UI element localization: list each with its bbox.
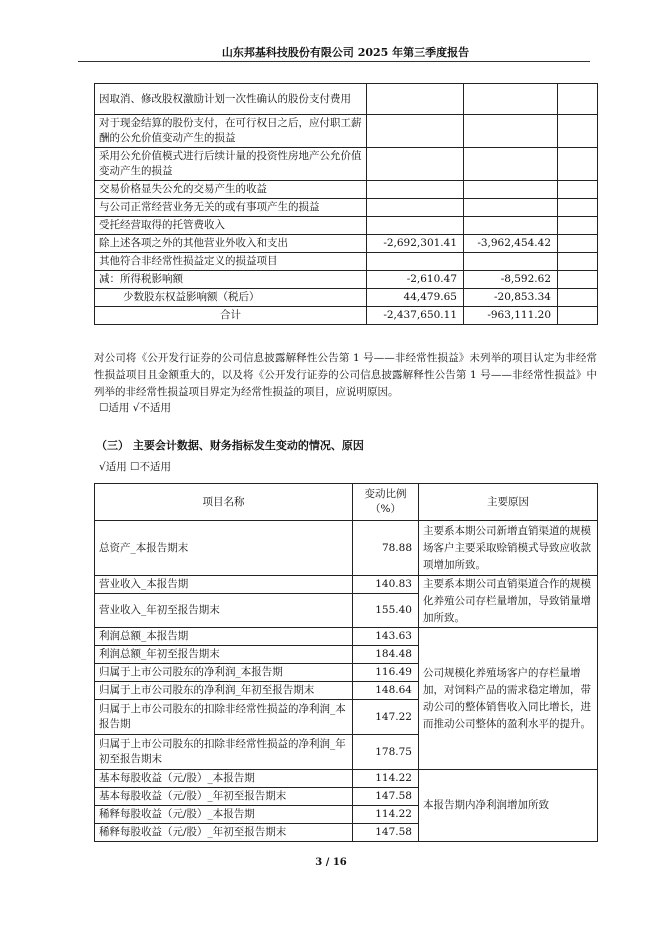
ratio-cell: 143.63 <box>353 628 419 646</box>
ytd-cell <box>464 253 558 271</box>
item-cell: 减：所得税影响额 <box>95 271 367 289</box>
item-cell: 归属于上市公司股东的扣除非经常性损益的净利润_本报告期 <box>95 700 353 735</box>
item-cell: 稀释每股收益（元/股）_本报告期 <box>95 806 353 824</box>
item-cell: 合计 <box>95 307 367 325</box>
item-cell: 除上述各项之外的其他营业外收入和支出 <box>95 235 367 253</box>
table-row <box>95 521 598 576</box>
item-cell: 其他符合非经常性损益定义的损益项目 <box>95 253 367 271</box>
note-cell <box>558 271 598 289</box>
note-cell <box>558 148 598 181</box>
header-item: 项目名称 <box>95 484 353 521</box>
ratio-cell: 147.58 <box>353 824 419 842</box>
item-cell: 受托经营取得的托管费收入 <box>95 217 367 235</box>
item-cell: 因取消、修改股权激励计划一次性确认的股份支付费用 <box>95 84 367 115</box>
item-cell: 归属于上市公司股东的净利润_本报告期 <box>95 664 353 682</box>
note-cell <box>558 235 598 253</box>
ytd-cell <box>464 115 558 148</box>
table-row <box>95 253 598 271</box>
item-cell: 交易价格显失公允的交易产生的收益 <box>95 181 367 199</box>
item-cell: 归属于上市公司股东的净利润_年初至报告期末 <box>95 682 353 700</box>
table-row <box>95 181 598 199</box>
table-row <box>95 271 598 289</box>
ratio-cell: 147.22 <box>353 700 419 735</box>
item-cell: 基本每股收益（元/股）_年初至报告期末 <box>95 788 353 806</box>
note-cell <box>558 181 598 199</box>
item-cell: 少数股东权益影响额（税后） <box>95 289 367 307</box>
ratio-cell: 147.58 <box>353 788 419 806</box>
item-cell: 利润总额_年初至报告期末 <box>95 646 353 664</box>
table-row <box>95 289 598 307</box>
table-row <box>95 148 598 181</box>
item-cell: 基本每股收益（元/股）_本报告期 <box>95 770 353 788</box>
page-number: 3 / 16 <box>315 857 347 868</box>
current-cell <box>367 253 464 271</box>
page-header-title: 山东邦基科技股份有限公司 2025 年第三季度报告 <box>221 46 470 59</box>
table-row <box>95 235 598 253</box>
table-row <box>95 115 598 148</box>
item-cell: 营业收入_本报告期 <box>95 576 353 594</box>
item-cell: 总资产_本报告期末 <box>95 521 353 576</box>
table-row <box>95 628 598 646</box>
note-cell <box>558 84 598 115</box>
ratio-cell: 148.64 <box>353 682 419 700</box>
table-header-row <box>95 484 598 521</box>
section-heading: （三） 主要会计数据、财务指标发生变动的情况、原因 <box>96 439 364 452</box>
current-cell <box>367 217 464 235</box>
section-applicability-option: √适用 ☐不适用 <box>99 461 171 473</box>
ytd-cell <box>464 84 558 115</box>
note-cell <box>558 307 598 325</box>
ratio-cell: 178.75 <box>353 735 419 770</box>
ratio-cell: 78.88 <box>353 521 419 576</box>
current-cell <box>367 148 464 181</box>
note-cell <box>558 253 598 271</box>
table-row <box>95 770 598 788</box>
ratio-cell: 140.83 <box>353 576 419 594</box>
item-cell: 利润总额_本报告期 <box>95 628 353 646</box>
current-cell: -2,692,301.41 <box>367 235 464 253</box>
ratio-cell: 155.40 <box>353 594 419 628</box>
ratio-cell: 114.22 <box>353 806 419 824</box>
header-divider <box>78 61 590 62</box>
non-recurring-gains-table <box>94 83 598 325</box>
ytd-cell: -963,111.20 <box>464 307 558 325</box>
item-cell: 归属于上市公司股东的扣除非经常性损益的净利润_年初至报告期末 <box>95 735 353 770</box>
ytd-cell: -20,853.34 <box>464 289 558 307</box>
changes-table <box>94 483 598 842</box>
item-cell: 与公司正常经营业务无关的或有事项产生的损益 <box>95 199 367 217</box>
ytd-cell: -3,962,454.42 <box>464 235 558 253</box>
reason-cell: 主要系本期公司直销渠道合作的规模化养殖公司存栏量增加，导致销量增加所致。 <box>419 576 598 628</box>
ratio-cell: 116.49 <box>353 664 419 682</box>
current-cell <box>367 84 464 115</box>
table-row <box>95 217 598 235</box>
ytd-cell: -8,592.62 <box>464 271 558 289</box>
item-cell: 营业收入_年初至报告期末 <box>95 594 353 628</box>
ratio-cell: 184.48 <box>353 646 419 664</box>
header-ratio: 变动比例（%） <box>353 484 419 521</box>
current-cell: 44,479.65 <box>367 289 464 307</box>
item-cell: 采用公允价值模式进行后续计量的投资性房地产公允价值变动产生的损益 <box>95 148 367 181</box>
explanation-paragraph: 对公司将《公开发行证券的公司信息披露解释性公告第 1 号——非经常性损益》未列举的项目认定为非经常性损益项目且金额重大的，以及将《公开发行证券的公司信息披露解释性公告第 1 号——非经常性损益》中列举的非经常性损益项目界定为经常性损益的项目，应说明原因。 <box>94 352 597 398</box>
current-cell: -2,437,650.11 <box>367 307 464 325</box>
note-cell <box>558 115 598 148</box>
table-row-total <box>95 307 598 325</box>
current-cell: -2,610.47 <box>367 271 464 289</box>
table-row <box>95 84 598 115</box>
item-cell: 稀释每股收益（元/股）_年初至报告期末 <box>95 824 353 842</box>
ytd-cell <box>464 217 558 235</box>
ytd-cell <box>464 181 558 199</box>
reason-cell: 本报告期内净利润增加所致 <box>419 770 598 842</box>
reason-cell: 公司规模化养殖场客户的存栏量增加，对饲料产品的需求稳定增加，带动公司的整体销售收入同比增长，进而推动公司整体的盈利水平的提升。 <box>419 628 598 770</box>
ratio-cell: 114.22 <box>353 770 419 788</box>
current-cell <box>367 199 464 217</box>
applicability-option: ☐适用 √不适用 <box>99 402 171 414</box>
table-row <box>95 199 598 217</box>
note-cell <box>558 289 598 307</box>
ytd-cell <box>464 199 558 217</box>
reason-cell: 主要系本期公司新增直销渠道的规模场客户主要采取赊销模式导致应收款项增加所致。 <box>419 521 598 576</box>
ytd-cell <box>464 148 558 181</box>
header-reason: 主要原因 <box>419 484 598 521</box>
item-cell: 对于现金结算的股份支付，在可行权日之后，应付职工薪酬的公允价值变动产生的损益 <box>95 115 367 148</box>
note-cell <box>558 199 598 217</box>
current-cell <box>367 115 464 148</box>
table-row <box>95 576 598 594</box>
note-cell <box>558 217 598 235</box>
current-cell <box>367 181 464 199</box>
